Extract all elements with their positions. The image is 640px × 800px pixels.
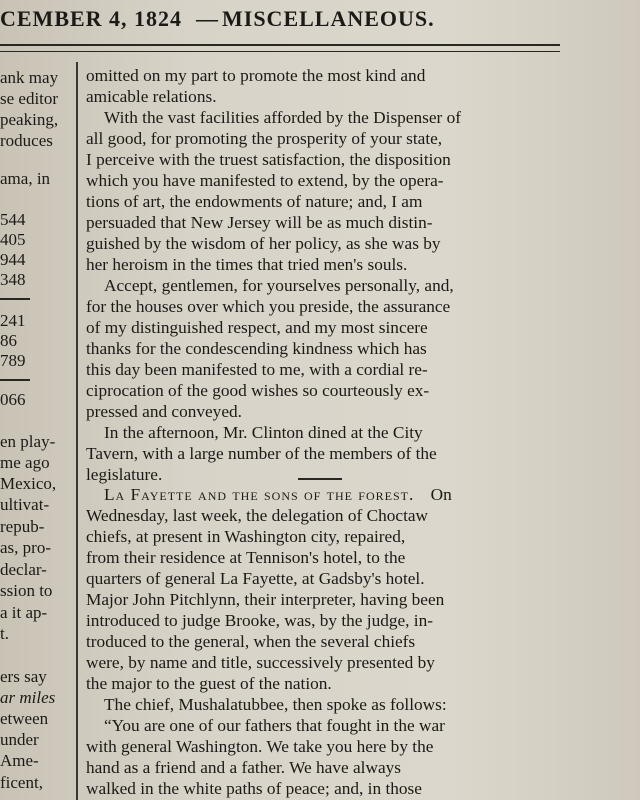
article-line: Tavern, with a large number of the members of the [86,444,437,463]
article-line: legislature. [86,465,163,484]
left-column-line: 789 [0,351,26,370]
left-column-line: under [0,730,39,749]
left-column-line: ar miles [0,688,56,707]
column-rule [76,62,78,800]
left-column-line: ama, in [0,169,51,188]
article-line: The chief, Mushalatubbee, then spoke as follows: [104,695,447,714]
article-line: Accept, gentlemen, for yourselves personally, and, [104,276,454,295]
left-column-line: 944 [0,250,26,269]
article-line: amicable relations. [86,87,217,106]
article-line: Wednesday, last week, the delegation of Choctaw [86,506,429,525]
article-line: Major John Pitchlynn, their interpreter, having been [86,590,445,609]
left-column-line: repub- [0,517,45,536]
article-line: persuaded that New Jersey will be as much distin- [86,213,433,232]
article-line: I perceive with the truest satisfaction, the disposition [86,150,451,169]
article-line: quarters of general La Fayette, at Gadsby's hotel. [86,569,425,588]
header-section-title: MISCELLANEOUS. [222,6,435,31]
article-line: introduced to judge Brooke, was, by the judge, in- [86,611,433,630]
left-column-line: en play- [0,432,56,451]
left-column-line: as, pro- [0,538,51,557]
article-line: were, by name and title, successively presented by [86,653,435,672]
left-column-line: se editor [0,89,59,108]
article-heading: La Fayette and the sons of the forest. [104,485,415,504]
article-line: from their residence at Tennison's hotel, to the [86,548,406,567]
left-column-fragment [0,68,74,800]
article-line: guished by the wisdom of her policy, as she was by [86,234,441,253]
article-line: her heroism in the times that tried men's souls. [86,255,408,274]
header-separator: — [196,6,219,31]
article-line: “You are one of our fathers that fought in the war [104,716,445,735]
article-line: In the afternoon, Mr. Clinton dined at the City [104,423,423,442]
left-column-line: declar- [0,560,47,579]
article-line: for the houses over which you preside, the assurance [86,297,451,316]
article-divider [298,478,342,480]
article-line: pressed and conveyed. [86,402,242,421]
article-line: the major to the guest of the nation. [86,674,332,693]
left-column-line: 241 [0,311,26,330]
left-column-line: t. [0,624,9,643]
header-rule [0,44,560,52]
left-column-line: peaking, [0,110,59,129]
left-column-line: 86 [0,331,17,350]
article-heading-line [104,485,452,505]
left-column-line: ultivat- [0,495,50,514]
article-line: all good, for promoting the prosperity of your state, [86,129,443,148]
article-line: With the vast facilities afforded by the Dispenser of [104,108,461,127]
article-line: of my distinguished respect, and my most sincere [86,318,428,337]
left-column-dash [0,298,30,300]
left-column-line: ers say [0,667,47,686]
article-line: which you have manifested to extend, by the opera- [86,171,444,190]
left-column-line: ssion to [0,581,53,600]
left-column-line: a it ap- [0,603,48,622]
left-column-line: 066 [0,390,26,409]
article-line: ciprocation of the good wishes so courteously ex- [86,381,430,400]
article-line: this day been manifested to me, with a cordial re- [86,360,428,379]
page-header [0,6,640,36]
article-line: with general Washington. We take you here by the [86,737,434,756]
left-column-line: 405 [0,230,26,249]
header-date: CEMBER 4, 1824 [0,6,183,31]
article-line: thanks for the condescending kindness which has [86,339,427,358]
article-line: walked in the white paths of peace; and, in those [86,779,422,798]
article-line: troduced to the general, when the several chiefs [86,632,416,651]
article-line: hand as a friend and a father. We have always [86,758,401,777]
left-column-line: 544 [0,210,26,229]
left-column-line: ficent, [0,773,43,792]
article-line: chiefs, at present in Washington city, repaired, [86,527,406,546]
left-column-line: ank may [0,68,59,87]
left-column-line: 348 [0,270,26,289]
left-column-line: me ago [0,453,50,472]
left-column-line: Ame- [0,751,39,770]
article-first-word: On [430,485,452,504]
left-column-line: etween [0,709,49,728]
left-column-dash [0,379,30,381]
left-column-line: roduces [0,131,53,150]
left-column-line: Mexico, [0,474,57,493]
article-line: omitted on my part to promote the most kind and [86,66,426,85]
article-line: tions of art, the endowments of nature; and, I am [86,192,423,211]
